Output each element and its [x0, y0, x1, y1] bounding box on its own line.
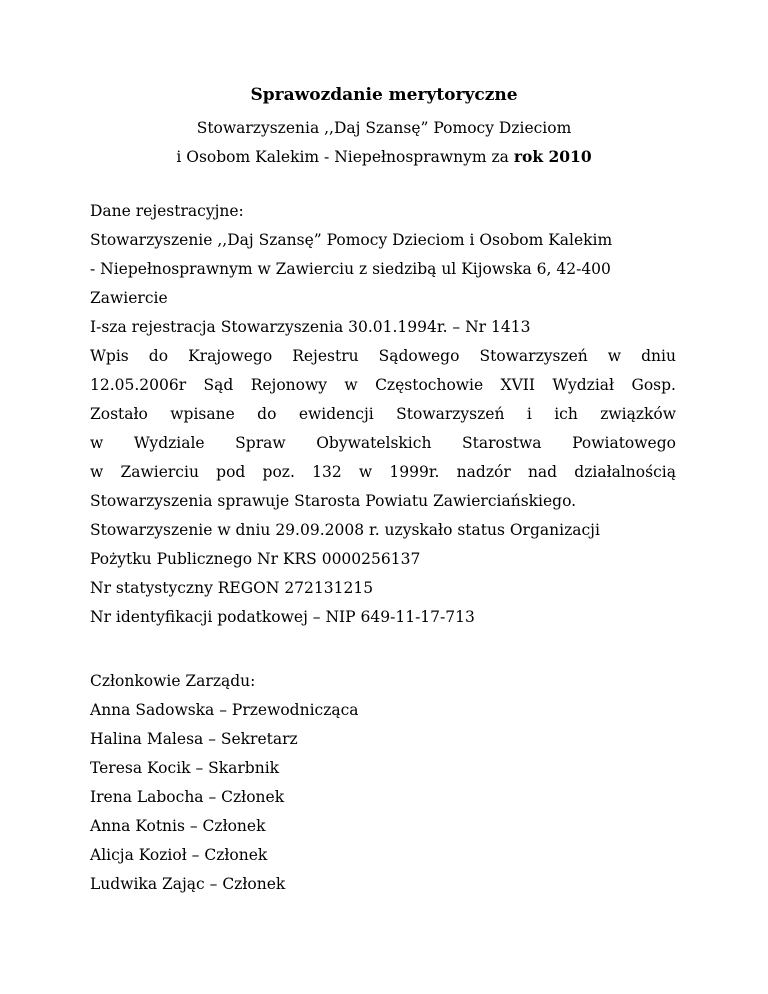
word: w	[344, 376, 358, 394]
subtitle-line-1: Stowarzyszenia ,,Daj Szansę” Pomocy Dzieciom	[196, 119, 572, 137]
board-heading: Członkowie Zarządu:	[90, 672, 256, 690]
word: XVII	[500, 376, 536, 394]
registration-line: Stowarzyszenia sprawuje Starosta Powiatu Zawierciańskiego.	[90, 492, 577, 510]
word: w	[90, 434, 104, 452]
word: Powiatowego	[572, 434, 676, 452]
registration-line: Nr statystyczny REGON 272131215	[90, 579, 374, 597]
registration-line-justified	[90, 429, 676, 458]
board-member: Anna Sadowska – Przewodnicząca	[90, 701, 359, 719]
registration-line: I-sza rejestracja Stowarzyszenia 30.01.1994r. – Nr 1413	[90, 318, 531, 336]
word: 12.05.2006r	[90, 376, 187, 394]
board-member: Irena Labocha – Członek	[90, 788, 285, 806]
registration-line: Pożytku Publicznego Nr KRS 0000256137	[90, 550, 421, 568]
word: 1999r.	[389, 463, 440, 481]
word: 132	[312, 463, 342, 481]
word: ewidencji	[298, 405, 374, 423]
registration-line: Nr identyfikacji podatkowej – NIP 649-11-17-713	[90, 608, 475, 626]
word: Zostało	[90, 405, 148, 423]
word: Sądowego	[378, 347, 460, 365]
word: dniu	[641, 347, 676, 365]
registration-section	[90, 197, 676, 632]
word: wpisane	[170, 405, 235, 423]
document-title: Sprawozdanie merytoryczne	[250, 85, 518, 105]
word: Spraw	[235, 434, 286, 452]
word: Starostwa	[462, 434, 542, 452]
board-member: Ludwika Zając – Członek	[90, 875, 286, 893]
report-year: rok 2010	[513, 147, 592, 166]
word: i	[526, 405, 532, 423]
subtitle-line-2	[0, 146, 768, 168]
registration-line: Stowarzyszenie w dniu 29.09.2008 r. uzyskało status Organizacji	[90, 521, 600, 539]
registration-line-justified	[90, 342, 676, 371]
word: w	[358, 463, 373, 481]
registration-line: - Niepełnosprawnym w Zawierciu z siedzibą ul Kijowska 6, 42-400	[90, 260, 611, 278]
word: do	[257, 405, 277, 423]
word: działalnością	[574, 463, 676, 481]
word: Zawierciu	[120, 463, 199, 481]
word: Wydziale	[133, 434, 205, 452]
word: Krajowego	[188, 347, 273, 365]
word: Stowarzyszeń	[479, 347, 588, 365]
registration-line-justified	[90, 458, 676, 487]
word: Stowarzyszeń	[396, 405, 505, 423]
word: poz.	[262, 463, 295, 481]
registration-line-justified	[90, 400, 676, 429]
word: Rejonowy	[250, 376, 328, 394]
registration-line-justified	[90, 371, 676, 400]
registration-heading: Dane rejestracyjne:	[90, 202, 244, 220]
word: związków	[600, 405, 676, 423]
word: ich	[554, 405, 578, 423]
word: w	[607, 347, 622, 365]
board-member: Alicja Kozioł – Członek	[90, 846, 268, 864]
word: do	[148, 347, 169, 365]
word: Wydział	[552, 376, 615, 394]
word: Gosp.	[631, 376, 676, 394]
subtitle-line-2-text: i Osobom Kalekim - Niepełnosprawnym za	[176, 148, 514, 166]
board-member: Anna Kotnis – Członek	[90, 817, 266, 835]
board-section	[90, 667, 676, 899]
registration-line: Zawiercie	[90, 289, 168, 307]
word: w	[90, 463, 104, 481]
word: Wpis	[90, 347, 129, 365]
word: nad	[527, 463, 558, 481]
word: nadzór	[456, 463, 511, 481]
board-member: Halina Malesa – Sekretarz	[90, 730, 298, 748]
word: Częstochowie	[375, 376, 484, 394]
word: Rejestru	[292, 347, 359, 365]
word: Sąd	[203, 376, 234, 394]
board-member: Teresa Kocik – Skarbnik	[90, 759, 280, 777]
word: pod	[216, 463, 246, 481]
word: Obywatelskich	[316, 434, 432, 452]
registration-line: Stowarzyszenie ,,Daj Szansę” Pomocy Dzieciom i Osobom Kalekim	[90, 231, 613, 249]
